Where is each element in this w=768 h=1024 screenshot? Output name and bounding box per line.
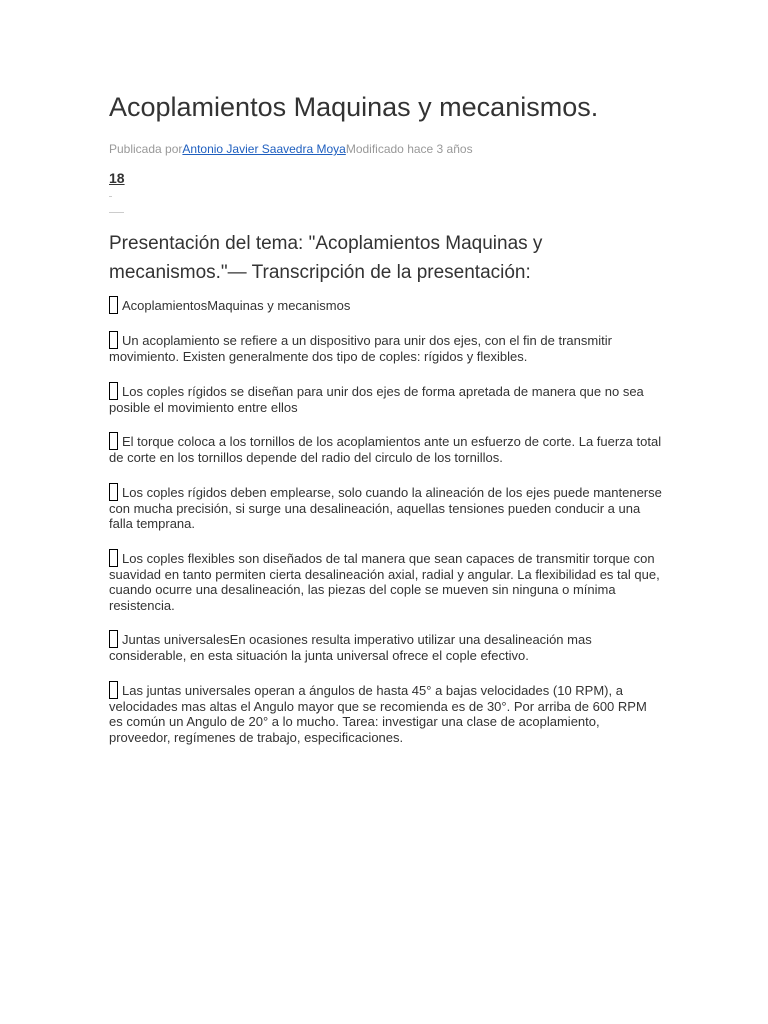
transcript-list xyxy=(109,296,664,762)
author-link[interactable]: Antonio Javier Saavedra Moya xyxy=(182,142,346,156)
divider-mark xyxy=(109,196,112,197)
missing-image-icon xyxy=(109,432,118,450)
missing-image-icon xyxy=(109,549,118,567)
slide-text: Las juntas universales operan a ángulos de hasta 45° a bajas velocidades (10 RPM), a velocidades mas altas el Angulo mayor que se recomienda es de 30°. Por arriba de 600 RPM es común un Angulo de 20° a lo mucho. Tarea: investigar una clase de acoplamiento, proveedor, regímenes de trabajo, especificaciones. xyxy=(109,682,647,745)
slide-count[interactable]: 18 xyxy=(109,170,125,186)
missing-image-icon xyxy=(109,382,118,400)
slide-text: Un acoplamiento se refiere a un dispositivo para unir dos ejes, con el fin de transmitir movimiento. Existen generalmente dos tipo de coples: rígidos y flexibles. xyxy=(109,333,612,364)
page-title: Acoplamientos Maquinas y mecanismos. xyxy=(109,92,599,122)
slide-item xyxy=(109,549,664,614)
slide-item xyxy=(109,382,664,416)
slide-item xyxy=(109,432,664,466)
slide-item xyxy=(109,331,664,365)
missing-image-icon xyxy=(109,296,118,314)
slide-text: Los coples flexibles son diseñados de tal manera que sean capaces de transmitir torque con suavidad en tanto permiten cierta desalineación axial, radial y angular. La flexibilidad es tal que, cuando ocurre una desalineación, las piezas del cople se mueven sin ninguna o mínima resistencia. xyxy=(109,550,660,613)
missing-image-icon xyxy=(109,331,118,349)
slide-text: Los coples rígidos se diseñan para unir dos ejes de forma apretada de manera que no sea posible el movimiento entre ellos xyxy=(109,383,644,415)
slide-text: Juntas universalesEn ocasiones resulta imperativo utilizar una desalineación mas considerable, en esta situación la junta universal ofrece el cople efectivo. xyxy=(109,632,592,663)
slide-item xyxy=(109,681,664,746)
slide-item xyxy=(109,630,664,664)
slide-text: AcoplamientosMaquinas y mecanismos xyxy=(122,298,351,313)
modified-label: Modificado hace 3 años xyxy=(345,142,473,156)
slide-item xyxy=(109,296,664,314)
missing-image-icon xyxy=(109,630,118,648)
slide-text: El torque coloca a los tornillos de los acoplamientos ante un esfuerzo de corte. La fuerza total de corte en los tornillos depende del radio del circulo de los tornillos. xyxy=(109,434,662,465)
missing-image-icon xyxy=(109,483,118,501)
missing-image-icon xyxy=(109,681,118,699)
divider-mark xyxy=(109,212,124,213)
transcript-heading: Presentación del tema: "Acoplamientos Maquinas y mecanismos."— Transcripción de la presentación: xyxy=(109,233,543,283)
published-by-label: Publicada por xyxy=(109,142,183,156)
slide-item xyxy=(109,483,664,532)
slide-text: Los coples rígidos deben emplearse, solo cuando la alineación de los ejes puede mantenerse con mucha precisión, si surge una desalineación, aquellas tensiones pueden conducir a una falla temprana. xyxy=(109,484,662,531)
publication-meta xyxy=(109,142,473,157)
